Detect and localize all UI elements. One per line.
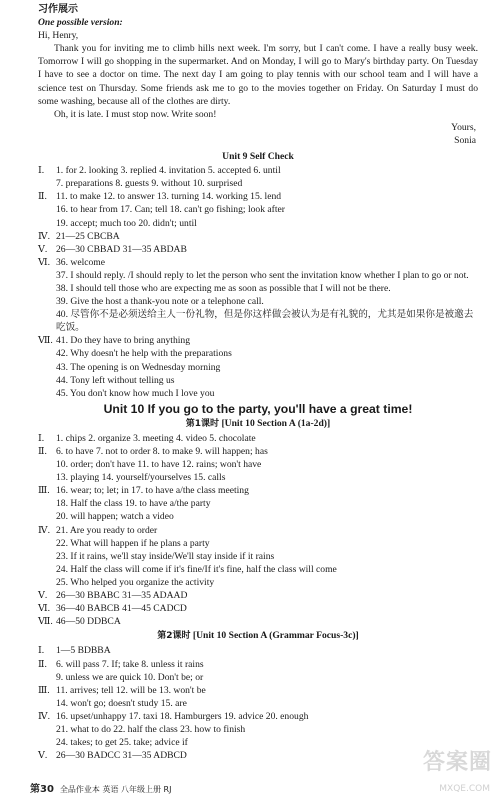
answer-row-number: Ⅱ. (38, 191, 47, 203)
answer-row (38, 177, 478, 190)
answer-row-number (38, 510, 56, 523)
answer-row (38, 684, 478, 697)
answer-row (38, 471, 478, 484)
answer-row-number: Ⅱ. (38, 658, 47, 670)
answer-row-text: 21. Are you ready to order (56, 524, 158, 536)
answer-row-text: 21. what to do 22. half the class 23. how to finish (56, 723, 246, 735)
answer-row-text: 40. 尽管你不是必须送给主人一份礼物，但是你这样做会被认为是有礼貌的，尤其是如果你是被邀去吃饭。 (56, 309, 474, 334)
answer-row (38, 282, 478, 295)
answer-row-text: 16. to hear from 17. Can; tell 18. can't go fishing; look after (56, 204, 285, 216)
answer-row-number (38, 671, 56, 684)
letter-closing: Yours, (451, 121, 476, 133)
answer-row-text: 45. You don't know how much I love you (56, 387, 215, 399)
watermark-url: MXQE.COM (439, 783, 490, 794)
answer-row-text: 10. order; don't have 11. to have 12. rains; won't have (56, 459, 262, 471)
answer-row-number (38, 177, 56, 190)
lesson2-answers (38, 644, 478, 762)
lesson2-label: 第2课时 (157, 631, 191, 642)
answer-row-text: 11. to make 12. to answer 13. turning 14. working 15. lend (56, 191, 282, 203)
answer-row-number: Ⅵ. (38, 256, 51, 268)
answer-row (38, 164, 478, 177)
answer-row-number: Ⅳ. (38, 230, 50, 242)
answer-row-number (38, 576, 56, 589)
answer-row-text: 43. The opening is on Wednesday morning (56, 361, 221, 373)
answer-row (38, 387, 478, 400)
answer-row-text: 44. Tony left without telling us (56, 374, 175, 386)
answer-row-number: Ⅴ. (38, 590, 48, 602)
answer-row (38, 615, 478, 628)
answer-row (38, 644, 478, 657)
answer-row-text: 19. accept; much too 20. didn't; until (56, 217, 197, 229)
answer-row-text: 36. welcome (56, 256, 106, 268)
version-label: One possible version: (38, 17, 123, 29)
answer-row-text: 25. Who helped you organize the activity (56, 576, 215, 588)
answer-row-number (38, 471, 56, 484)
letter-paragraph: Thank you for inviting me to climb hills next week. I'm sorry, but I can't come. I have a really busy week. Tomorrow I will go shopping in the supermarket. And on Monday, I will go to Mary's birthday party. On Tuesday I have to see a doctor on time. The next day I am going to play tennis with our school team and I will have a science test on Thursday. Some friends ask me to go to the movies together on Friday. On Saturday I must do some washing, because all of the clothes are dirty. (38, 43, 478, 107)
answer-row-text: 37. I should reply. /I should reply to let the person who sent the invitation know whether I plan to go or not. (56, 269, 469, 281)
answer-row-text: 16. upset/unhappy 17. taxi 18. Hamburgers 19. advice 20. enough (56, 710, 309, 722)
answer-row-text: 38. I should tell those who are expecting me as soon as possible that I will not be there. (56, 282, 391, 294)
answer-row-number (38, 550, 56, 563)
answer-row (38, 484, 478, 497)
answer-row (38, 602, 478, 615)
answer-row (38, 256, 478, 269)
answer-row-text: 1—5 BDBBA (56, 645, 111, 657)
answer-row-number: Ⅱ. (38, 446, 47, 457)
answer-row (38, 361, 478, 374)
answer-row-text: 1. for 2. looking 3. replied 4. invitation 5. accepted 6. until (56, 165, 281, 177)
answer-row-number (38, 361, 56, 374)
answer-row (38, 432, 478, 445)
answer-row-number (38, 374, 56, 387)
answer-row-number: Ⅰ. (38, 432, 45, 444)
answer-row-number (38, 537, 56, 550)
answer-row-text: 20. will happen; watch a video (56, 511, 174, 523)
answer-row-text: 1. chips 2. organize 3. meeting 4. video 5. chocolate (56, 432, 256, 444)
answer-row-number: Ⅵ. (38, 603, 51, 615)
answer-row (38, 510, 478, 523)
answer-row-text: 24. takes; to get 25. take; advice if (56, 737, 188, 749)
page-footer (30, 783, 171, 796)
unit9-answers (38, 164, 478, 400)
answer-row-text: 18. Half the class 19. to have a/the party (56, 498, 211, 510)
answer-row-number (38, 697, 56, 710)
answer-row-text: 24. Half the class will come if it's fine/If it's fine, half the class will come (56, 563, 337, 575)
answer-row-text: 39. Give the host a thank-you note or a telephone call. (56, 296, 264, 308)
answer-row-number (38, 282, 56, 295)
answer-row-text: 21—25 CBCBA (56, 230, 120, 242)
answer-row-number (38, 203, 56, 216)
watermark-text: 答案圈 (422, 750, 492, 775)
answer-row-number: Ⅴ. (38, 750, 48, 762)
answer-row (38, 308, 478, 334)
lesson2-section: [Unit 10 Section A (Grammar Focus-3c)] (192, 630, 359, 642)
answer-row (38, 736, 478, 749)
lesson1-heading (38, 417, 478, 431)
answer-row (38, 230, 478, 243)
answer-row-number (38, 217, 56, 230)
letter-signature: Sonia (454, 134, 476, 146)
answer-row (38, 458, 478, 471)
answer-row-number (38, 308, 56, 334)
answer-row-text: 36—40 BABCB 41—45 CADCD (56, 603, 187, 615)
answer-row-text: 13. playing 14. yourself/yourselves 15. calls (56, 472, 226, 484)
answer-row (38, 550, 478, 563)
answer-row-number: Ⅶ. (38, 335, 53, 347)
answer-row-text: 9. unless we are quick 10. Don't be; or (56, 671, 204, 683)
answer-row (38, 576, 478, 589)
answer-row-number (38, 563, 56, 576)
answer-row (38, 374, 478, 387)
answer-row-number: Ⅰ. (38, 165, 45, 177)
answer-row (38, 563, 478, 576)
answer-row-number: Ⅳ. (38, 710, 50, 722)
answer-row-number: Ⅲ. (38, 485, 50, 497)
answer-row (38, 723, 478, 736)
answer-row (38, 217, 478, 230)
answer-row (38, 445, 478, 458)
answer-row-text: 46—50 DDBCA (56, 616, 121, 628)
answer-row-text: 6. will pass 7. If; take 8. unless it rains (56, 658, 204, 670)
letter-paragraph: Oh, it is late. I must stop now. Write soon! (54, 108, 217, 120)
answer-row (38, 295, 478, 308)
letter-greeting: Hi, Henry, (38, 30, 79, 42)
answer-row (38, 524, 478, 537)
answer-row (38, 269, 478, 282)
answer-row (38, 537, 478, 550)
answer-row (38, 697, 478, 710)
answer-row (38, 658, 478, 671)
answer-row-number (38, 736, 56, 749)
answer-row-number (38, 387, 56, 400)
answer-row-text: 14. won't go; doesn't study 15. are (56, 697, 187, 709)
answer-row-text: 7. preparations 8. guests 9. without 10. surprised (56, 178, 243, 190)
answer-row-text: 16. wear; to; let; in 17. to have a/the class meeting (56, 485, 249, 497)
unit10-title: Unit 10 If you go to the party, you'll have a great time! (103, 401, 413, 416)
answer-row (38, 710, 478, 723)
answer-row-text: 26—30 BBABC 31—35 ADAAD (56, 590, 188, 602)
answer-row-number: Ⅰ. (38, 645, 45, 657)
answer-row-text: 26—30 CBBAD 31—35 ABDAB (56, 243, 187, 255)
unit9-title: Unit 9 Self Check (222, 151, 294, 163)
lesson1-answers (38, 432, 478, 628)
answer-row (38, 190, 478, 203)
answer-row (38, 243, 478, 256)
watermark-logo (408, 750, 494, 796)
answer-row-number (38, 723, 56, 736)
answer-row-text: 6. to have 7. not to order 8. to make 9. will happen; has (56, 446, 268, 457)
answer-row-text: 11. arrives; tell 12. will be 13. won't be (56, 684, 206, 696)
answer-row-number: Ⅶ. (38, 616, 53, 628)
answer-row (38, 589, 478, 602)
lesson2-heading (38, 629, 478, 643)
answer-row (38, 671, 478, 684)
answer-row (38, 203, 478, 216)
lesson1-label: 第1课时 (185, 418, 220, 429)
answer-row-number (38, 295, 56, 308)
answer-row-number (38, 497, 56, 510)
book-title: 全品作业本 英语 八年级上册 RJ (59, 785, 172, 794)
answer-row-text: 26—30 BADCC 31—35 ADBCD (56, 750, 187, 762)
page-number: 第30 (30, 784, 54, 795)
answer-row (38, 334, 478, 347)
section-title: 习作展示 (38, 4, 78, 15)
answer-row-number (38, 269, 56, 282)
answer-row-number: Ⅴ. (38, 243, 48, 255)
lesson1-section: [Unit 10 Section A (1a-2d)] (221, 417, 331, 429)
answer-row-text: 22. What will happen if he plans a party (56, 537, 210, 549)
answer-row-text: 23. If it rains, we'll stay inside/We'll stay inside if it rains (56, 550, 275, 562)
answer-row (38, 347, 478, 360)
answer-row-text: 42. Why doesn't he help with the preparations (56, 348, 232, 360)
answer-row-number (38, 458, 56, 471)
answer-row-number: Ⅳ. (38, 524, 50, 536)
answer-row-number: Ⅲ. (38, 684, 50, 696)
answer-page (38, 3, 478, 762)
answer-row-text: 41. Do they have to bring anything (56, 335, 191, 347)
answer-row (38, 497, 478, 510)
answer-row-number (38, 347, 56, 360)
